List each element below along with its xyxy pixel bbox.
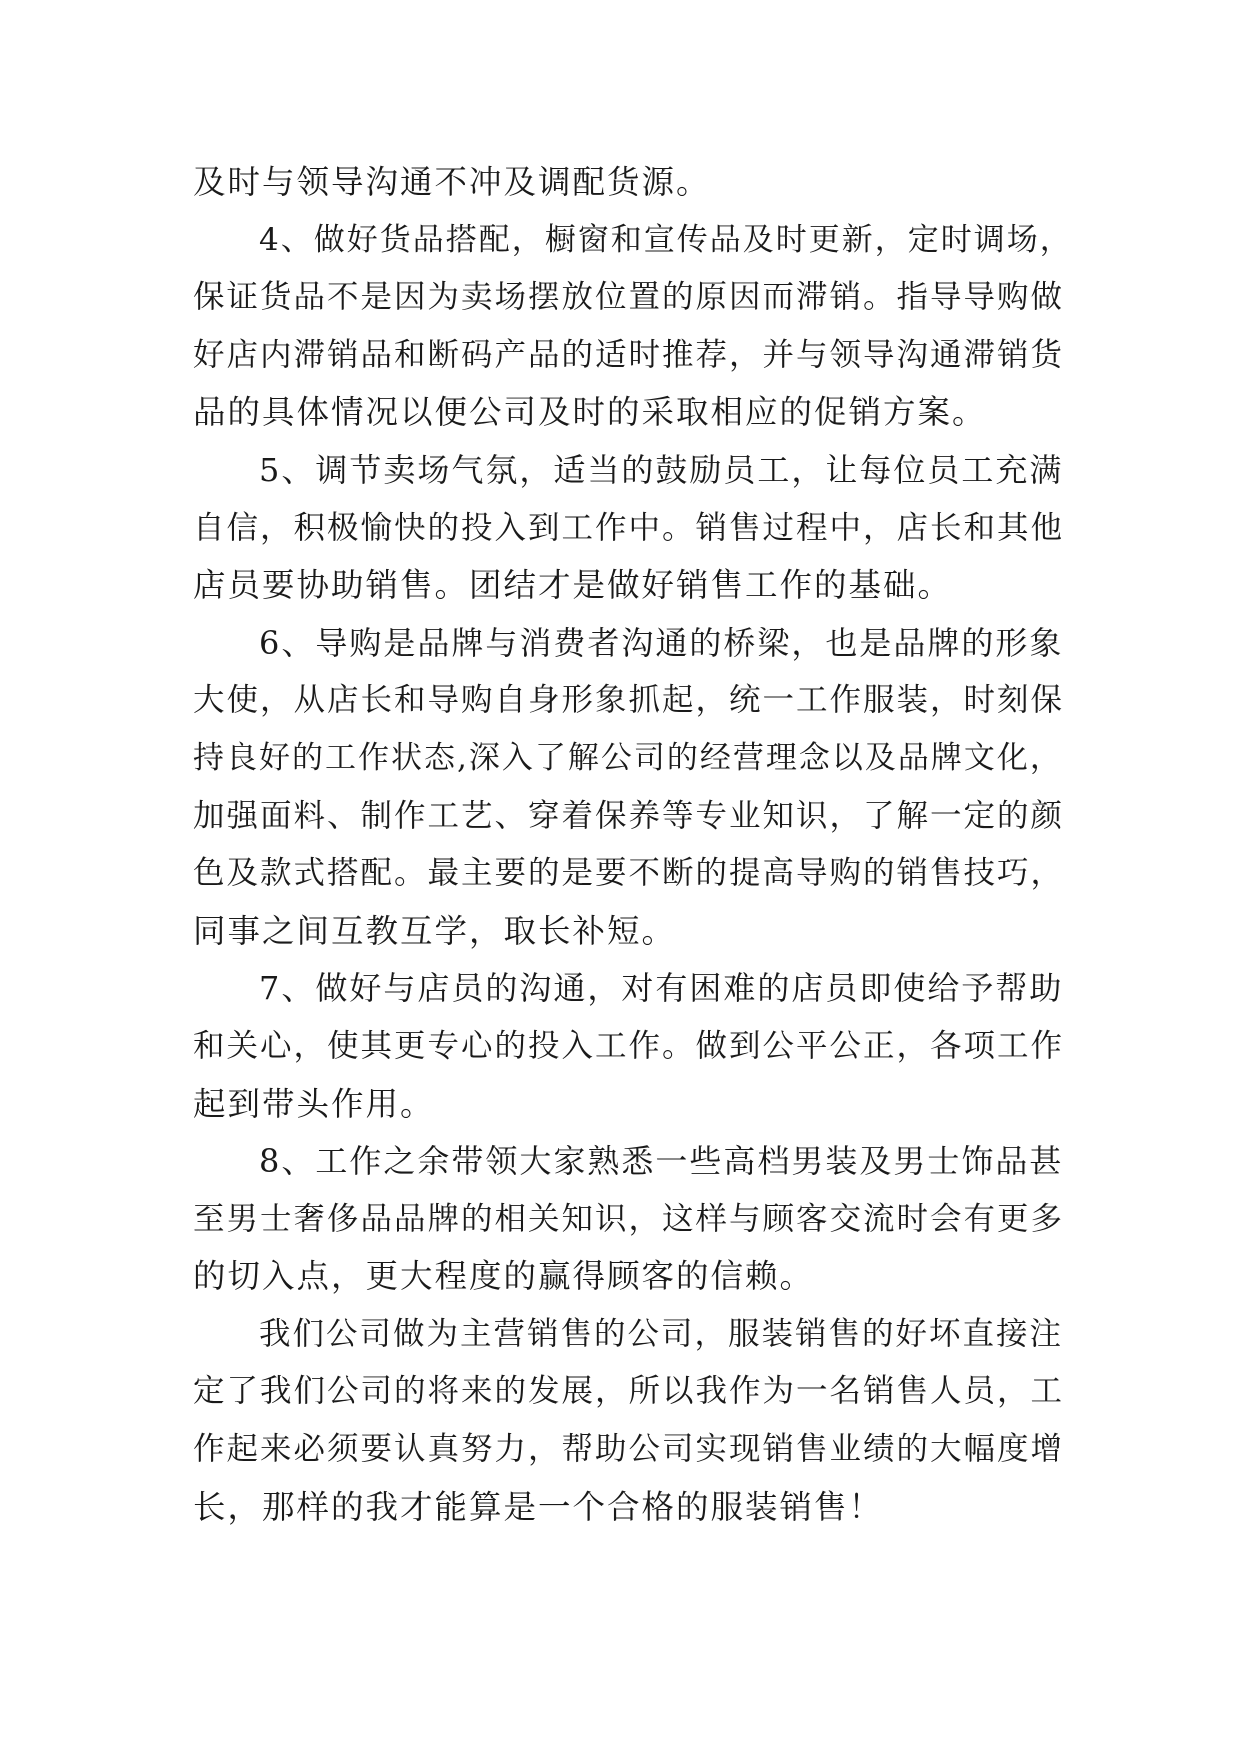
text-line: 自信，积极愉快的投入到工作中。销售过程中，店长和其他 [193, 509, 1065, 546]
document-body [193, 154, 1073, 1536]
text-line: 好店内滞销品和断码产品的适时推荐，并与领导沟通滞销货 [193, 336, 1065, 373]
text-line: 的切入点，更大程度的赢得顾客的信赖。 [193, 1257, 815, 1296]
text-line: 和关心，使其更专心的投入工作。做到公平公正，各项工作 [193, 1027, 1065, 1064]
text-line: 加强面料、制作工艺、穿着保养等专业知识，了解一定的颜 [193, 797, 1065, 834]
text-line: 大使，从店长和导购自身形象抓起，统一工作服装，时刻保 [193, 682, 1065, 719]
text-line: 定了我们公司的将来的发展，所以我作为一名销售人员，工 [193, 1373, 1065, 1410]
text-line: 我们公司做为主营销售的公司，服装销售的好坏直接注 [259, 1315, 1064, 1352]
text-line: 及时与领导沟通不冲及调配货源。 [193, 163, 711, 201]
text-line: 7、做好与店员的沟通，对有困难的店员即使给予帮助 [259, 969, 1064, 1008]
text-line: 5、调节卖场气氛，适当的鼓励员工，让每位员工充满 [259, 450, 1064, 489]
text-line: 4、做好货品搭配，橱窗和宣传品及时更新，定时调场， [259, 221, 1073, 258]
text-line: 长，那样的我才能算是一个合格的服装销售！ [193, 1487, 884, 1526]
text-line: 6、导购是品牌与消费者沟通的桥梁，也是品牌的形象 [259, 623, 1064, 662]
text-line: 作起来必须要认真努力，帮助公司实现销售业绩的大幅度增 [193, 1431, 1065, 1468]
text-line: 同事之间互教互学，取长补短。 [193, 911, 677, 950]
text-line: 持良好的工作状态,深入了解公司的经营理念以及品牌文化， [193, 739, 1063, 776]
text-line: 品的具体情况以便公司及时的采取相应的促销方案。 [193, 393, 987, 432]
text-line: 8、工作之余带领大家熟悉一些高档男装及男士饰品甚 [259, 1142, 1064, 1181]
text-line: 至男士奢侈品品牌的相关知识，这样与顾客交流时会有更多 [193, 1200, 1065, 1237]
text-line: 起到带头作用。 [193, 1084, 435, 1123]
text-line: 店员要协助销售。团结才是做好销售工作的基础。 [193, 566, 953, 605]
text-line: 色及款式搭配。最主要的是要不断的提高导购的销售技巧， [193, 855, 1065, 892]
text-line: 保证货品不是因为卖场摆放位置的原因而滞销。指导导购做 [193, 279, 1065, 316]
